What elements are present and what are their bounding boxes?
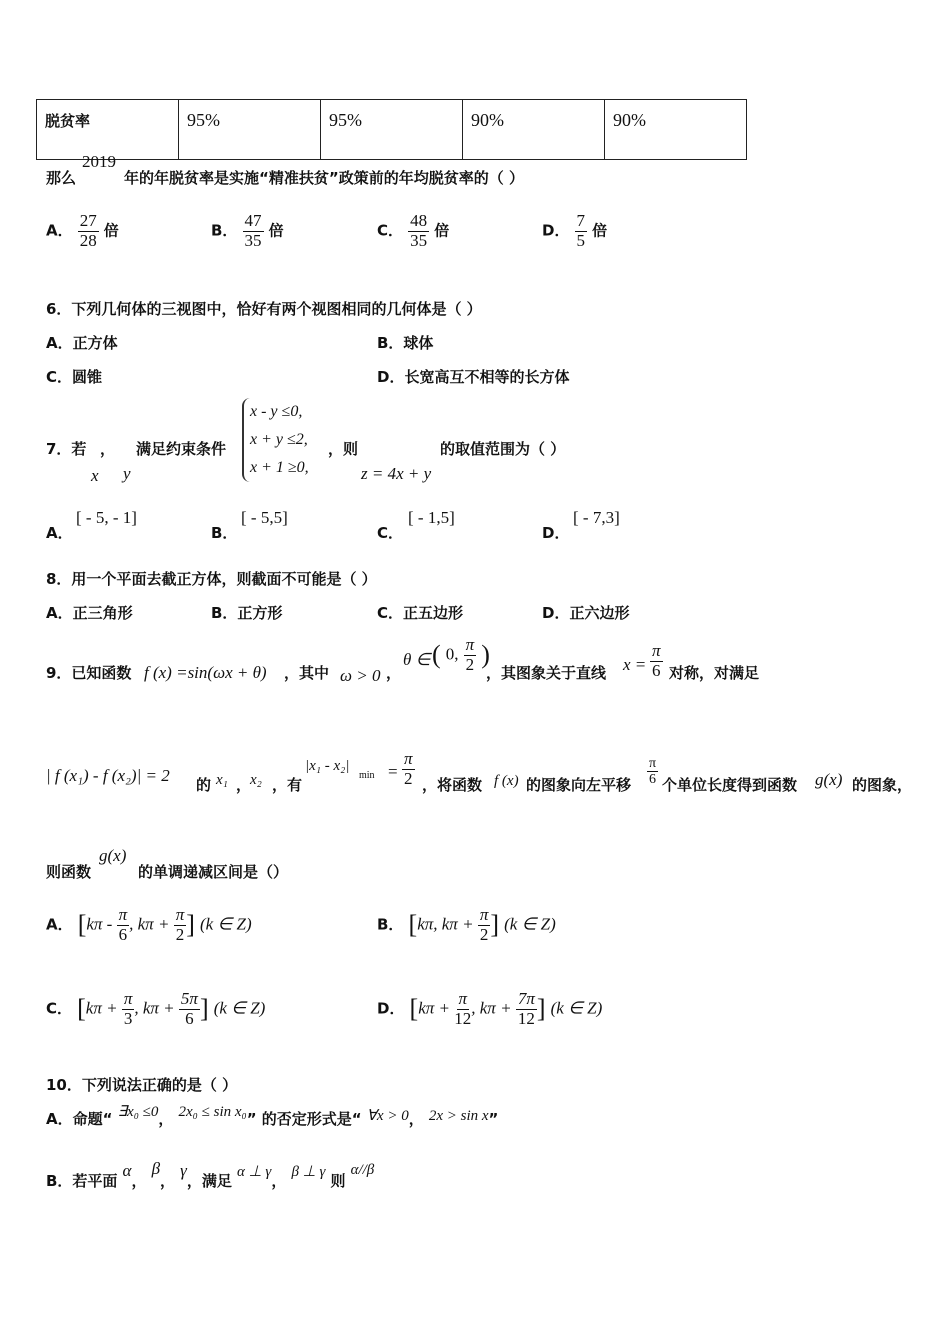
q9-gx-2: g(x): [99, 846, 127, 865]
q8-stem: 8．用一个平面去截正方体，则截面不可能是（ ）: [46, 570, 377, 588]
fraction: $\frac{27}{28}$: [79, 211, 97, 250]
table-cell: 90%: [463, 100, 605, 160]
q5-option-b[interactable]: B． $\frac{47}{35}$ 倍: [211, 211, 284, 250]
q10-stem: 10．下列说法正确的是（ ）: [46, 1076, 238, 1094]
table-row: [37, 100, 747, 160]
q9-fx: f (x): [494, 773, 519, 789]
q9-l2-a: 的: [196, 776, 212, 794]
q5-option-c[interactable]: C． $\frac{48}{35}$ 倍: [377, 211, 450, 250]
q10-option-b[interactable]: B．若平面 α， β， γ，满足 α ⊥ γ， β ⊥ γ 则 α//β: [46, 1159, 375, 1190]
q6-option-a[interactable]: A．正方体: [46, 334, 118, 352]
q5-option-a[interactable]: A． $\frac{27}{28}$ 倍: [46, 211, 119, 250]
q9-x2: x₂: [250, 772, 262, 788]
q8-option-b[interactable]: B．正方形: [211, 604, 283, 622]
fraction: $\frac{7}{5}$: [576, 211, 586, 250]
q6-option-c[interactable]: C．圆锥: [46, 368, 103, 386]
q9-l2-e: 个单位长度得到函数: [662, 776, 798, 794]
q5-prefix: 那么: [46, 169, 77, 187]
q6-option-d[interactable]: D．长宽高互不相等的长方体: [377, 368, 570, 386]
q6-stem: 6．下列几何体的三视图中，恰好有两个视图相同的几何体是（ ）: [46, 300, 482, 318]
fraction-pi-6-small: $\frac{\pi}{6}$: [649, 756, 657, 788]
q7-var-y: y: [123, 464, 131, 483]
q5-suffix: 年的年脱贫率是实施“精准扶贫”政策前的年均脱贫率的（ ）: [124, 169, 524, 187]
q9-l2-d: 的图象向左平移: [526, 776, 632, 794]
q7-var-x: x: [91, 466, 99, 485]
q9-l3-a: 则函数: [46, 863, 92, 881]
q7-option-d-interval: [ - 7,3]: [573, 508, 620, 527]
q6-option-b[interactable]: B．球体: [377, 334, 434, 352]
q7-option-a-letter[interactable]: A．: [46, 524, 73, 542]
q7-option-b-interval: [ - 5,5]: [241, 508, 288, 527]
q9-abs-expression: | f (x₁) - f (x₂)| = 2: [46, 766, 170, 785]
fraction-pi-6: $\frac{\pi}{6}$: [652, 641, 661, 680]
q9-sep: ，: [236, 776, 252, 794]
q9-stem-b: ，其中: [284, 664, 330, 682]
q8-option-c[interactable]: C．正五边形: [377, 604, 464, 622]
poverty-rate-table: [36, 99, 747, 160]
q9-stem-c: ，其图象关于直线: [486, 664, 607, 682]
q8-option-d[interactable]: D．正六边形: [542, 604, 630, 622]
q7-stem-b: 满足约束条件: [136, 440, 227, 458]
q10-option-a[interactable]: A．命题“ ∃x₀ ≤0， 2x₀ ≤ sin x₀” 的否定形式是“ ∀x > 0， 2x > sin x”: [46, 1104, 499, 1128]
q9-stem-a: 9．已知函数: [46, 664, 132, 682]
q9-function: f (x) =sin(ωx + θ): [144, 663, 267, 682]
q9-min-sub: min: [359, 770, 375, 781]
fraction: $\frac{47}{35}$: [244, 211, 262, 250]
table-header-cell: 脱贫率: [37, 100, 179, 160]
q9-gx: g(x): [815, 770, 843, 789]
q5-option-d[interactable]: D． $\frac{7}{5}$ 倍: [542, 211, 608, 250]
fraction: $\frac{48}{35}$: [410, 211, 428, 250]
q9-l2-c: ，将函数: [422, 776, 483, 794]
fraction-pi-2: $\frac{\pi}{2}$: [404, 749, 413, 788]
table-cell: 95%: [179, 100, 321, 160]
q7-target: z = 4x + y: [361, 464, 432, 483]
q7-comma: ，: [100, 440, 116, 458]
q7-option-d-letter[interactable]: D．: [542, 524, 570, 542]
q9-theta-interval: ( 0, $\frac{\pi}{2}$ ): [432, 635, 490, 674]
q7-stem-c: ，则: [328, 440, 359, 458]
table-cell: 90%: [605, 100, 747, 160]
q8-option-a[interactable]: A．正三角形: [46, 604, 133, 622]
q9-l3-b: 的单调递减区间是（）: [138, 863, 289, 881]
q7-option-b-letter[interactable]: B．: [211, 524, 238, 542]
q7-stem-d: 的取值范围为（ ）: [440, 440, 566, 458]
q7-stem-a: 7．若: [46, 440, 87, 458]
q5-year: 2019: [82, 152, 116, 171]
q7-option-c-letter[interactable]: C．: [377, 524, 404, 542]
q9-min-expression: |x₁ - x₂|: [305, 758, 350, 774]
q9-stem-d: 对称，对满足: [669, 664, 760, 682]
q9-comma: ，: [386, 664, 402, 682]
q9-option-c[interactable]: C． [kπ + $\frac{\pi}{3}$ , kπ + $\frac{5\pi}{6}$ ] (k ∈ Z): [46, 989, 266, 1028]
q7-option-c-interval: [ - 1,5]: [408, 508, 455, 527]
q9-l2-f: 的图象，: [852, 776, 913, 794]
q9-option-b[interactable]: B． [kπ, kπ + $\frac{\pi}{2}$ ] (k ∈ Z): [377, 905, 556, 944]
q9-xeq: x =: [623, 655, 647, 674]
q9-omega: ω > 0: [340, 666, 381, 685]
q9-theta: θ ∈: [403, 650, 431, 669]
q9-eq: =: [388, 762, 398, 781]
q9-x1: x₁: [216, 772, 228, 788]
q9-option-d[interactable]: D． [kπ + $\frac{\pi}{12}$ , kπ + $\frac{7\pi}{12}$ ] (k ∈ Z): [377, 989, 603, 1028]
q9-l2-b: ，有: [272, 776, 303, 794]
q7-option-a-interval: [ - 5, - 1]: [76, 508, 137, 527]
q9-option-a[interactable]: A． [kπ - $\frac{\pi}{6}$ , kπ + $\frac{\pi}{2}$ ] (k ∈ Z): [46, 905, 252, 944]
table-cell: 95%: [321, 100, 463, 160]
constraint-system: x - y ≤0, x + y ≤2, x + 1 ≥0,: [242, 398, 309, 482]
